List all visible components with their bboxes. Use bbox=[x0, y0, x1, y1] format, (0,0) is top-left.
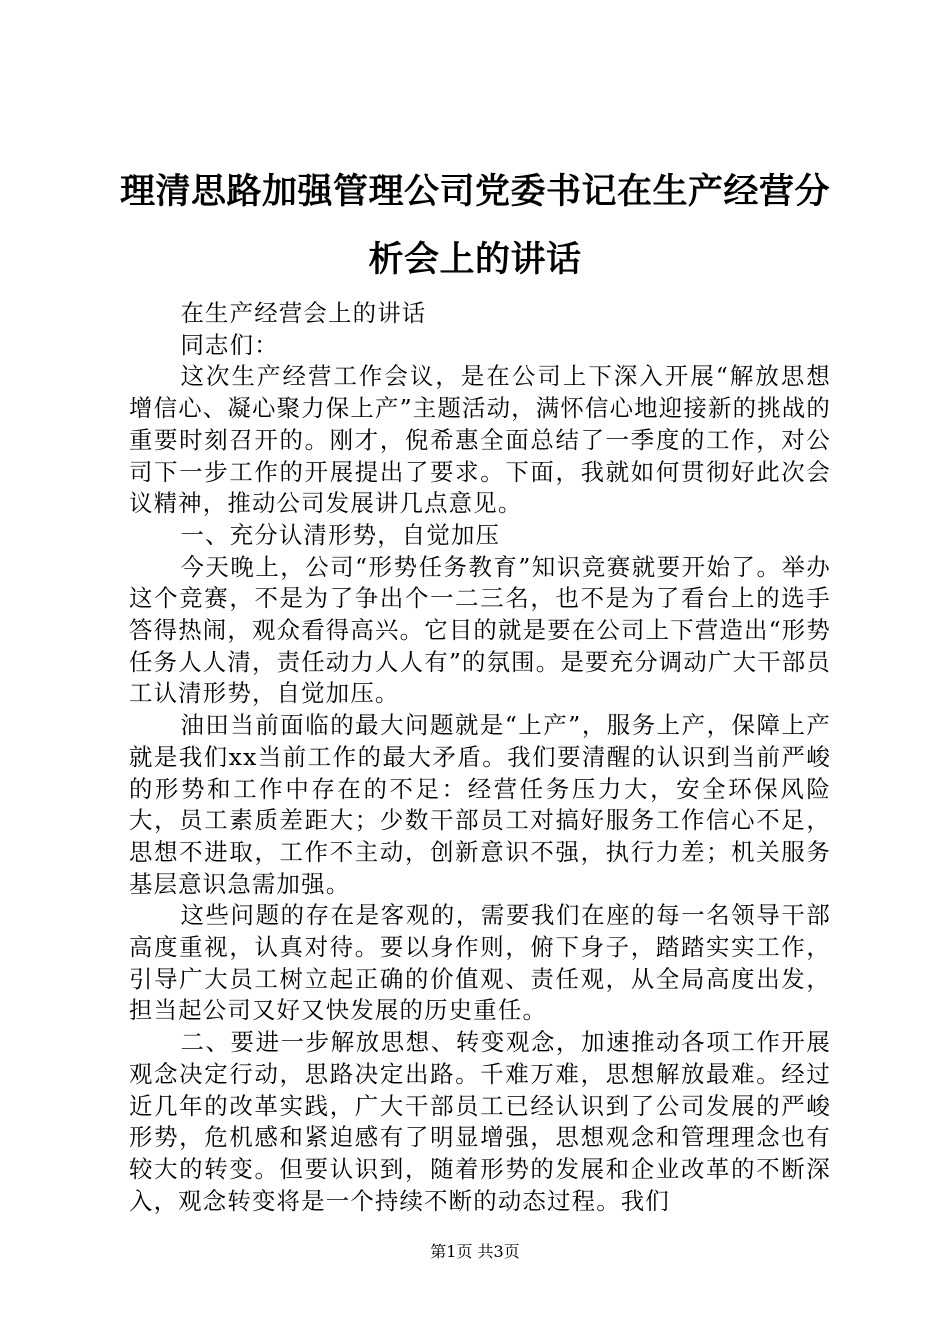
document-title: 理清思路加强管理公司党委书记在生产经营分析会上的讲话 bbox=[120, 172, 831, 280]
page-footer: 第1页 共3页 bbox=[430, 1242, 520, 1261]
paragraph-salutation: 同志们： bbox=[180, 330, 279, 359]
paragraph-subtitle: 在生产经营会上的讲话 bbox=[180, 299, 427, 327]
document-body bbox=[129, 298, 831, 1217]
paragraph-body: 今天晚上，公司“形势任务教育”知识竞赛就要开始了。举办这个竞赛，不是为了争出个一二三名，也不是为了看台上的选手答得热闹，观众看得高兴。它目的就是要在公司上下营造出“形势任务人人清，责任动力人人有”的氛围。是要充分调动广大干部员工认清形势，自觉加压。 bbox=[129, 552, 831, 708]
paragraph-body: 这些问题的存在是客观的，需要我们在座的每一名领导干部高度重视，认真对待。要以身作则，俯下身子，踏踏实实工作，引导广大员工树立起正确的价值观、责任观，从全局高度出发，担当起公司又好又快发展的历史重任。 bbox=[129, 901, 831, 1025]
paragraph-intro: 这次生产经营工作会议，是在公司上下深入开展“解放思想增信心、凝心聚力保上产”主题活动，满怀信心地迎接新的挑战的重要时刻召开的。刚才，倪希惠全面总结了一季度的工作，对公司下一步工作的开展提出了要求。下面，我就如何贯彻好此次会议精神，推动公司发展讲几点意见。 bbox=[129, 362, 831, 518]
paragraph-body: 油田当前面临的最大问题就是“上产”，服务上产，保障上产就是我们xx当前工作的最大矛盾。我们要清醒的认识到当前严峻的形势和工作中存在的不足：经营任务压力大，安全环保风险大，员工素质差距大；少数干部员工对搞好服务工作信心不足，思想不进取，工作不主动，创新意识不强，执行力差；机关服务基层意识急需加强。 bbox=[129, 711, 831, 898]
paragraph-section-heading-1: 一、充分认清形势，自觉加压 bbox=[180, 520, 501, 549]
paragraph-section-heading-2: 二、要进一步解放思想、转变观念，加速推动各项工作开展观念决定行动，思路决定出路。千难万难，思想解放最难。经过近几年的改革实践，广大干部员工已经认识到了公司发展的严峻形势，危机感和紧迫感有了明显增强，思想观念和管理理念也有较大的转变。但要认识到，随着形势的发展和企业改革的不断深入，观念转变将是一个持续不断的动态过程。我们 bbox=[129, 1028, 831, 1215]
